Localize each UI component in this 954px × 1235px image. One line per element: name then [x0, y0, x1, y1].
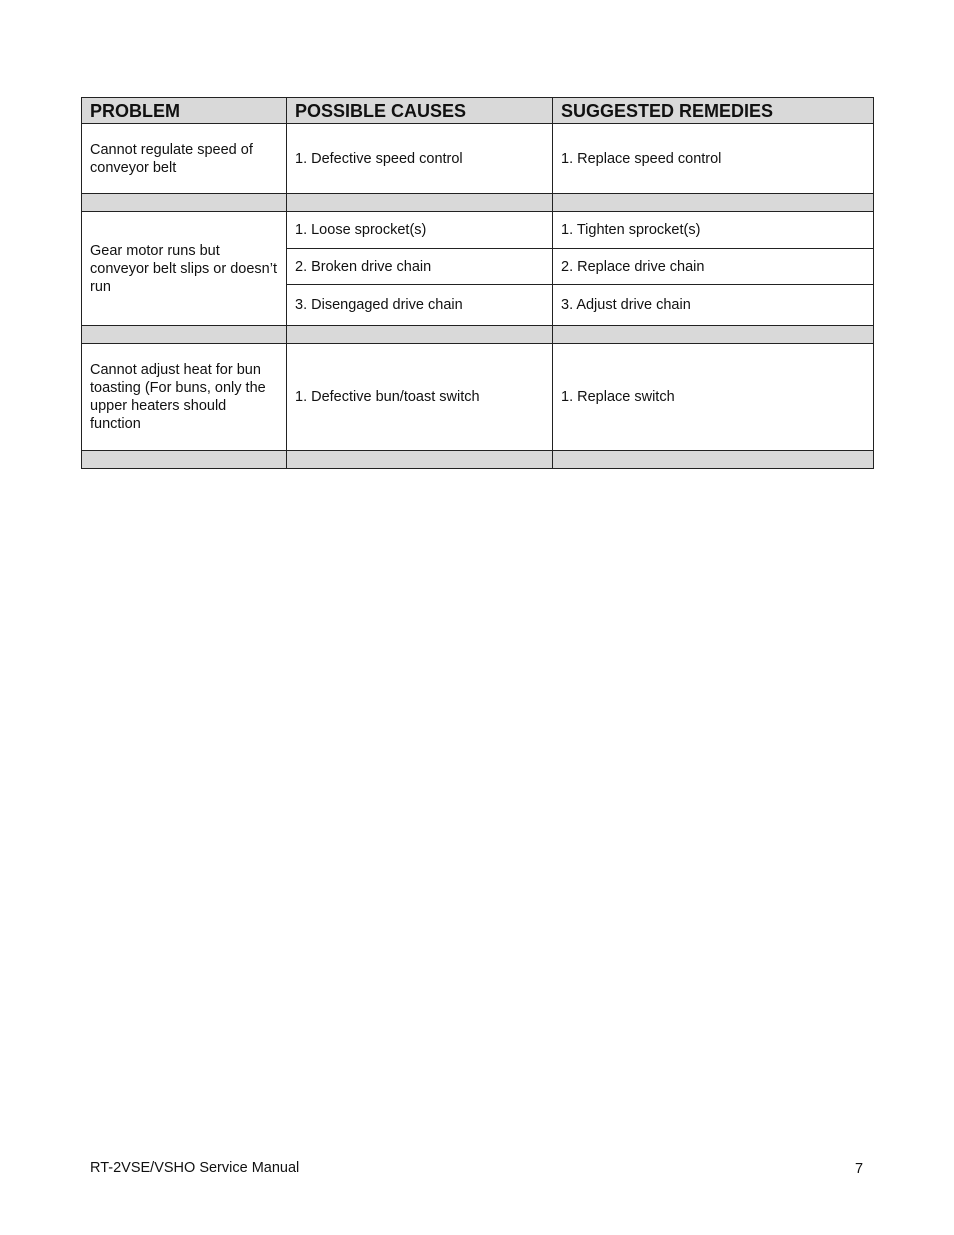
spacer-cell — [82, 451, 287, 469]
spacer-cell — [287, 451, 553, 469]
header-suggested-remedies: SUGGESTED REMEDIES — [553, 98, 874, 124]
cause-cell: 3. Disengaged drive chain — [287, 285, 553, 326]
spacer-cell — [287, 194, 553, 212]
spacer-cell — [553, 194, 874, 212]
table-row — [82, 124, 874, 194]
spacer-cell — [287, 326, 553, 344]
problem-cell: Cannot adjust heat for bun toasting (For buns, only the upper heaters should function — [82, 344, 287, 451]
footer-manual-title: RT-2VSE/VSHO Service Manual — [90, 1160, 300, 1176]
problem-cell: Gear motor runs but conveyor belt slips or doesn’t run — [82, 212, 287, 326]
table-header-row — [82, 98, 874, 124]
spacer-row — [82, 451, 874, 469]
cause-cell: 1. Defective bun/toast switch — [287, 344, 553, 451]
remedy-cell: 3. Adjust drive chain — [553, 285, 874, 326]
cause-cell: 1. Loose sprocket(s) — [287, 212, 553, 249]
spacer-row — [82, 194, 874, 212]
remedy-cell: 2. Replace drive chain — [553, 249, 874, 285]
cause-cell: 1. Defective speed control — [287, 124, 553, 194]
spacer-row — [82, 326, 874, 344]
header-possible-causes: POSSIBLE CAUSES — [287, 98, 553, 124]
remedy-cell: 1. Replace switch — [553, 344, 874, 451]
spacer-cell — [82, 326, 287, 344]
spacer-cell — [553, 326, 874, 344]
spacer-cell — [82, 194, 287, 212]
remedy-cell: 1. Tighten sprocket(s) — [553, 212, 874, 249]
table-row — [82, 212, 874, 249]
table-row — [82, 344, 874, 451]
remedy-cell: 1. Replace speed control — [553, 124, 874, 194]
cause-cell: 2. Broken drive chain — [287, 249, 553, 285]
header-problem: PROBLEM — [82, 98, 287, 124]
spacer-cell — [553, 451, 874, 469]
problem-cell: Cannot regulate speed of conveyor belt — [82, 124, 287, 194]
page-number: 7 — [855, 1161, 864, 1177]
troubleshooting-table — [81, 97, 874, 469]
